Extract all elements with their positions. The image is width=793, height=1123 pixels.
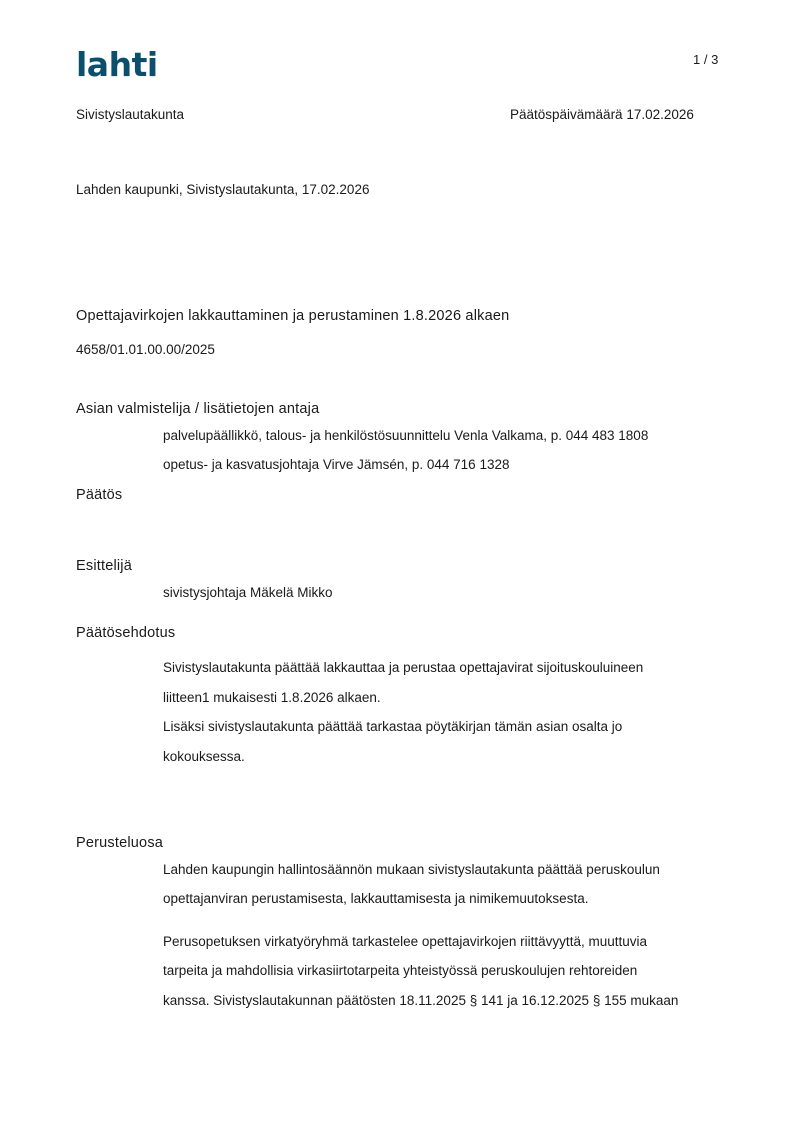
presenter-name: sivistysjohtaja Mäkelä Mikko bbox=[163, 585, 333, 600]
rationale-line: kanssa. Sivistyslautakunnan päätösten 18.11.2025 § 141 ja 16.12.2025 § 155 mukaan bbox=[163, 993, 679, 1008]
preparer-line: opetus- ja kasvatusjohtaja Virve Jämsén, p. 044 716 1328 bbox=[163, 457, 510, 472]
preparer-heading: Asian valmistelija / lisätietojen antaja bbox=[76, 401, 320, 417]
lahti-logo: lahti bbox=[76, 45, 158, 84]
rationale-line: opettajanviran perustamisesta, lakkauttamisesta ja nimikemuutoksesta. bbox=[163, 891, 589, 906]
rationale-line: tarpeita ja mahdollisia virkasiirtotarpeita yhteistyössä peruskoulujen rehtoreiden bbox=[163, 963, 638, 978]
rationale-line: Perusopetuksen virkatyöryhmä tarkastelee opettajavirkojen riittävyyttä, muuttuvia bbox=[163, 934, 647, 949]
proposal-line: kokouksessa. bbox=[163, 749, 245, 764]
proposal-line: Sivistyslautakunta päättää lakkauttaa ja perustaa opettajavirat sijoituskouluineen bbox=[163, 660, 644, 675]
record-id: 4658/01.01.00.00/2025 bbox=[76, 342, 215, 357]
proposal-heading: Päätösehdotus bbox=[76, 625, 176, 641]
rationale-heading: Perusteluosa bbox=[76, 835, 164, 851]
presenter-heading: Esittelijä bbox=[76, 558, 132, 574]
proposal-line: liitteen1 mukaisesti 1.8.2026 alkaen. bbox=[163, 690, 381, 705]
board-name: Sivistyslautakunta bbox=[76, 107, 185, 122]
decision-date: Päätöspäivämäärä 17.02.2026 bbox=[510, 107, 694, 122]
rationale-line: Lahden kaupungin hallintosäännön mukaan sivistyslautakunta päättää peruskoulun bbox=[163, 862, 660, 877]
decision-heading: Päätös bbox=[76, 487, 123, 503]
preparer-line: palvelupäällikkö, talous- ja henkilöstösuunnittelu Venla Valkama, p. 044 483 1808 bbox=[163, 428, 649, 443]
meeting-line: Lahden kaupunki, Sivistyslautakunta, 17.02.2026 bbox=[76, 182, 370, 197]
proposal-line: Lisäksi sivistyslautakunta päättää tarkastaa pöytäkirjan tämän asian osalta jo bbox=[163, 719, 623, 734]
page-number: 1 / 3 bbox=[693, 52, 719, 67]
document-title: Opettajavirkojen lakkauttaminen ja perustaminen 1.8.2026 alkaen bbox=[76, 308, 510, 324]
